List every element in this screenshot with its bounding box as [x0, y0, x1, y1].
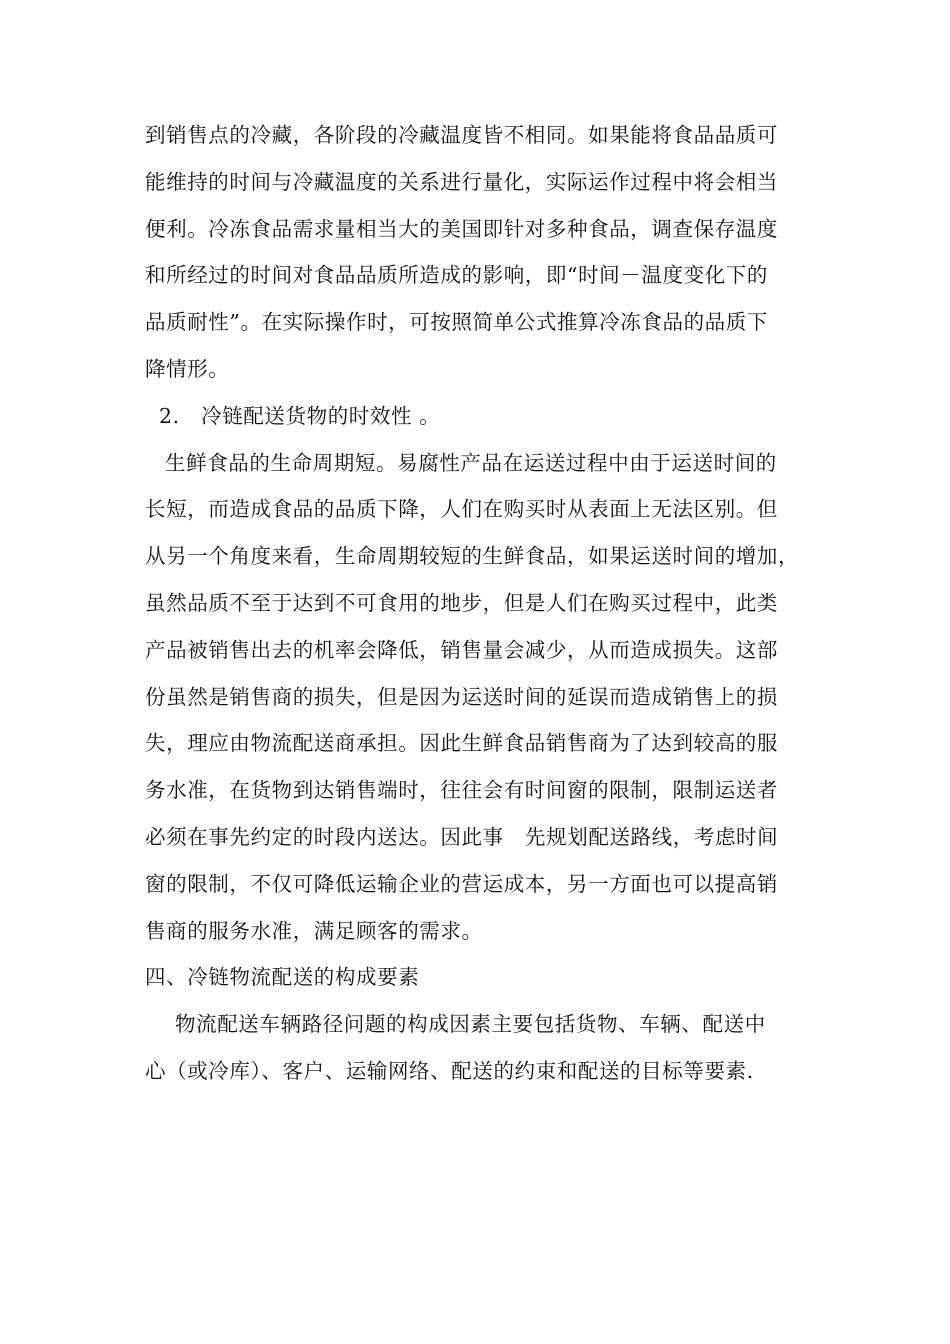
paragraph-line: 份虽然是销售商的损失，但是因为运送时间的延误而造成销售上的损	[145, 684, 778, 709]
paragraph-line: 生鲜食品的生命周期短。易腐性产品在运送过程中由于运送时间的	[165, 450, 777, 475]
paragraph-line: 便利。冷冻食品需求量相当大的美国即针对多种食品，调查保存温度	[145, 216, 778, 241]
paragraph-line: 物流配送车辆路径问题的构成因素主要包括货物、车辆、配送中	[175, 1012, 766, 1037]
paragraph-line: 失，理应由物流配送商承担。因此生鲜食品销售商为了达到较高的服	[145, 731, 778, 756]
paragraph-line: 虽然品质不至于达到不可食用的地步，但是人们在购买过程中，此类	[145, 590, 778, 615]
paragraph-line: 到销售点的冷藏，各阶段的冷藏温度皆不相同。如果能将食品品质可	[145, 123, 778, 147]
paragraph-line: 从另一个角度来看，生命周期较短的生鲜食品，如果运送时间的增加，	[145, 544, 800, 569]
paragraph-line: 能维持的时间与冷藏温度的关系进行量化，实际运作过程中将会相当	[145, 169, 778, 194]
paragraph-line: 和所经过的时间对食品品质所造成的影响，即“时间－温度变化下的	[145, 263, 768, 288]
paragraph-line: 务水准，在货物到达销售端时，往往会有时间窗的限制，限制运送者	[145, 778, 778, 803]
paragraph-line: 产品被销售出去的机率会降低，销售量会减少，从而造成损失。这部	[145, 637, 778, 662]
paragraph-line: 心（或冷库）、客户、运输网络、配送的约束和配送的目标等要素.	[145, 1058, 754, 1083]
numbered-heading: 2. 冷链配送货物的时效性 。	[159, 403, 441, 428]
document-page	[145, 112, 810, 1095]
paragraph-line: 长短，而造成食品的品质下降，人们在购买时从表面上无法区别。但	[145, 497, 778, 522]
paragraph-line: 窗的限制，不仅可降低运输企业的营运成本，另一方面也可以提高销	[145, 871, 778, 896]
paragraph-line: 必须在事先约定的时段内送达。因此事 先规划配送路线，考虑时间	[145, 824, 779, 849]
paragraph-line: 品质耐性”。在实际操作时，可按照简单公式推算冷冻食品的品质下	[145, 310, 768, 335]
paragraph-line: 降情形。	[145, 356, 230, 381]
section-heading: 四、冷链物流配送的构成要素	[145, 965, 420, 990]
paragraph-line: 售商的服务水准，满足顾客的需求。	[145, 918, 483, 943]
